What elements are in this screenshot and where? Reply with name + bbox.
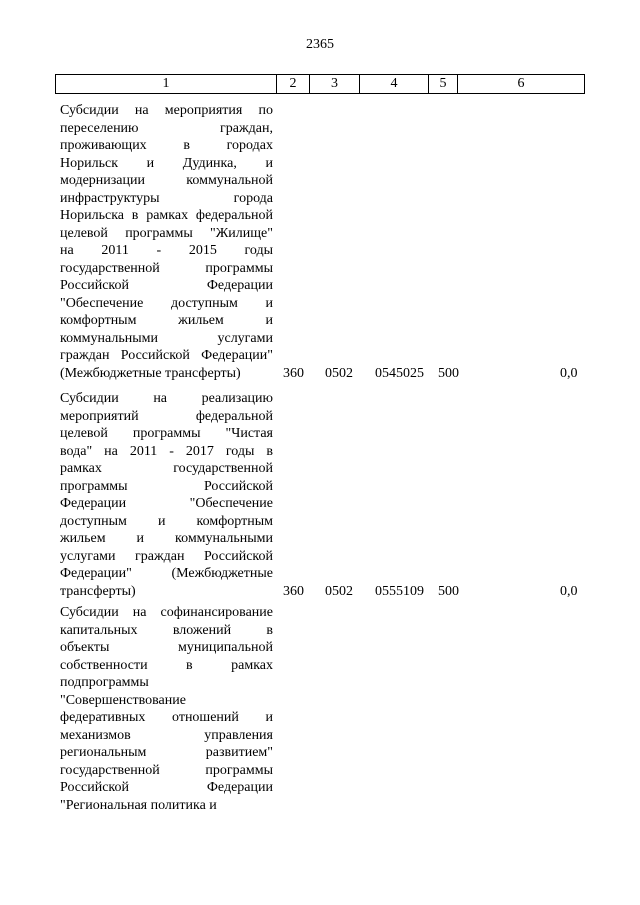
cell-column-6: 0,0 <box>560 365 578 381</box>
description-line: объекты муниципальной <box>60 640 273 655</box>
description-line: программы Российской <box>60 478 273 494</box>
description-line: Норильска в рамках федеральной <box>60 208 273 223</box>
description-line: Российской Федерации <box>60 278 273 293</box>
description-line: подпрограммы <box>60 675 149 690</box>
description-line: Федерации "Обеспечение <box>60 496 273 511</box>
column-header-5: 5 <box>429 75 458 94</box>
description-line: вода" на 2011 - 2017 годы в <box>60 443 273 459</box>
column-header-row <box>56 75 585 94</box>
cell-column-4: 0545025 <box>375 365 424 381</box>
description-line: государственной программы <box>60 260 273 276</box>
description-line: услугами граждан Российской <box>60 548 273 564</box>
description-line: Российской Федерации <box>60 780 273 795</box>
description-line: комфортным жильем и <box>60 313 273 328</box>
page-number: 2365 <box>306 37 334 52</box>
description-line: Субсидии на мероприятия по <box>60 103 273 118</box>
column-header-table <box>55 74 585 94</box>
description-line: жильем и коммунальными <box>60 531 273 546</box>
description-line: целевой программы "Жилище" <box>60 225 273 241</box>
column-header-3: 3 <box>310 75 360 94</box>
description-line: на 2011 - 2015 годы <box>60 243 273 258</box>
description-line: капитальных вложений в <box>60 622 273 638</box>
description-line: рамках государственной <box>60 461 273 476</box>
description-line: "Совершенствование <box>60 692 186 708</box>
description-line: коммунальными услугами <box>60 330 273 346</box>
column-header-6: 6 <box>458 75 585 94</box>
description-line: государственной программы <box>60 762 273 778</box>
description-line: инфраструктуры города <box>60 190 273 206</box>
cell-column-6: 0,0 <box>560 583 578 599</box>
description-line: Субсидии на софинансирование <box>60 605 273 620</box>
column-header-4: 4 <box>360 75 429 94</box>
cell-column-5: 500 <box>438 583 459 599</box>
row-description <box>60 604 273 814</box>
cell-column-3: 0502 <box>325 583 353 599</box>
description-line: доступным и комфортным <box>60 513 273 529</box>
description-line: "Обеспечение доступным и <box>60 295 273 311</box>
description-line: трансферты) <box>60 583 136 599</box>
description-line: Федерации" (Межбюджетные <box>60 566 273 581</box>
row-description <box>60 390 273 600</box>
column-header-1: 1 <box>56 75 277 94</box>
description-line: мероприятий федеральной <box>60 408 273 424</box>
cell-column-3: 0502 <box>325 365 353 381</box>
description-line: Субсидии на реализацию <box>60 391 273 406</box>
description-line: модернизации коммунальной <box>60 173 273 188</box>
row-description <box>60 102 273 382</box>
cell-column-4: 0555109 <box>375 583 424 599</box>
description-line: целевой программы "Чистая <box>60 426 273 441</box>
description-line: Норильск и Дудинка, и <box>60 155 273 171</box>
cell-column-2: 360 <box>283 365 304 381</box>
column-header-2: 2 <box>277 75 310 94</box>
description-line: проживающих в городах <box>60 138 273 153</box>
description-line: переселению граждан, <box>60 120 273 136</box>
description-line: граждан Российской Федерации" <box>60 348 273 363</box>
description-line: региональным развитием" <box>60 745 273 760</box>
description-line: (Межбюджетные трансферты) <box>60 365 241 381</box>
description-line: федеративных отношений и <box>60 710 273 725</box>
description-line: "Региональная политика и <box>60 797 217 813</box>
description-line: механизмов управления <box>60 727 273 743</box>
cell-column-5: 500 <box>438 365 459 381</box>
description-line: собственности в рамках <box>60 657 273 673</box>
cell-column-2: 360 <box>283 583 304 599</box>
